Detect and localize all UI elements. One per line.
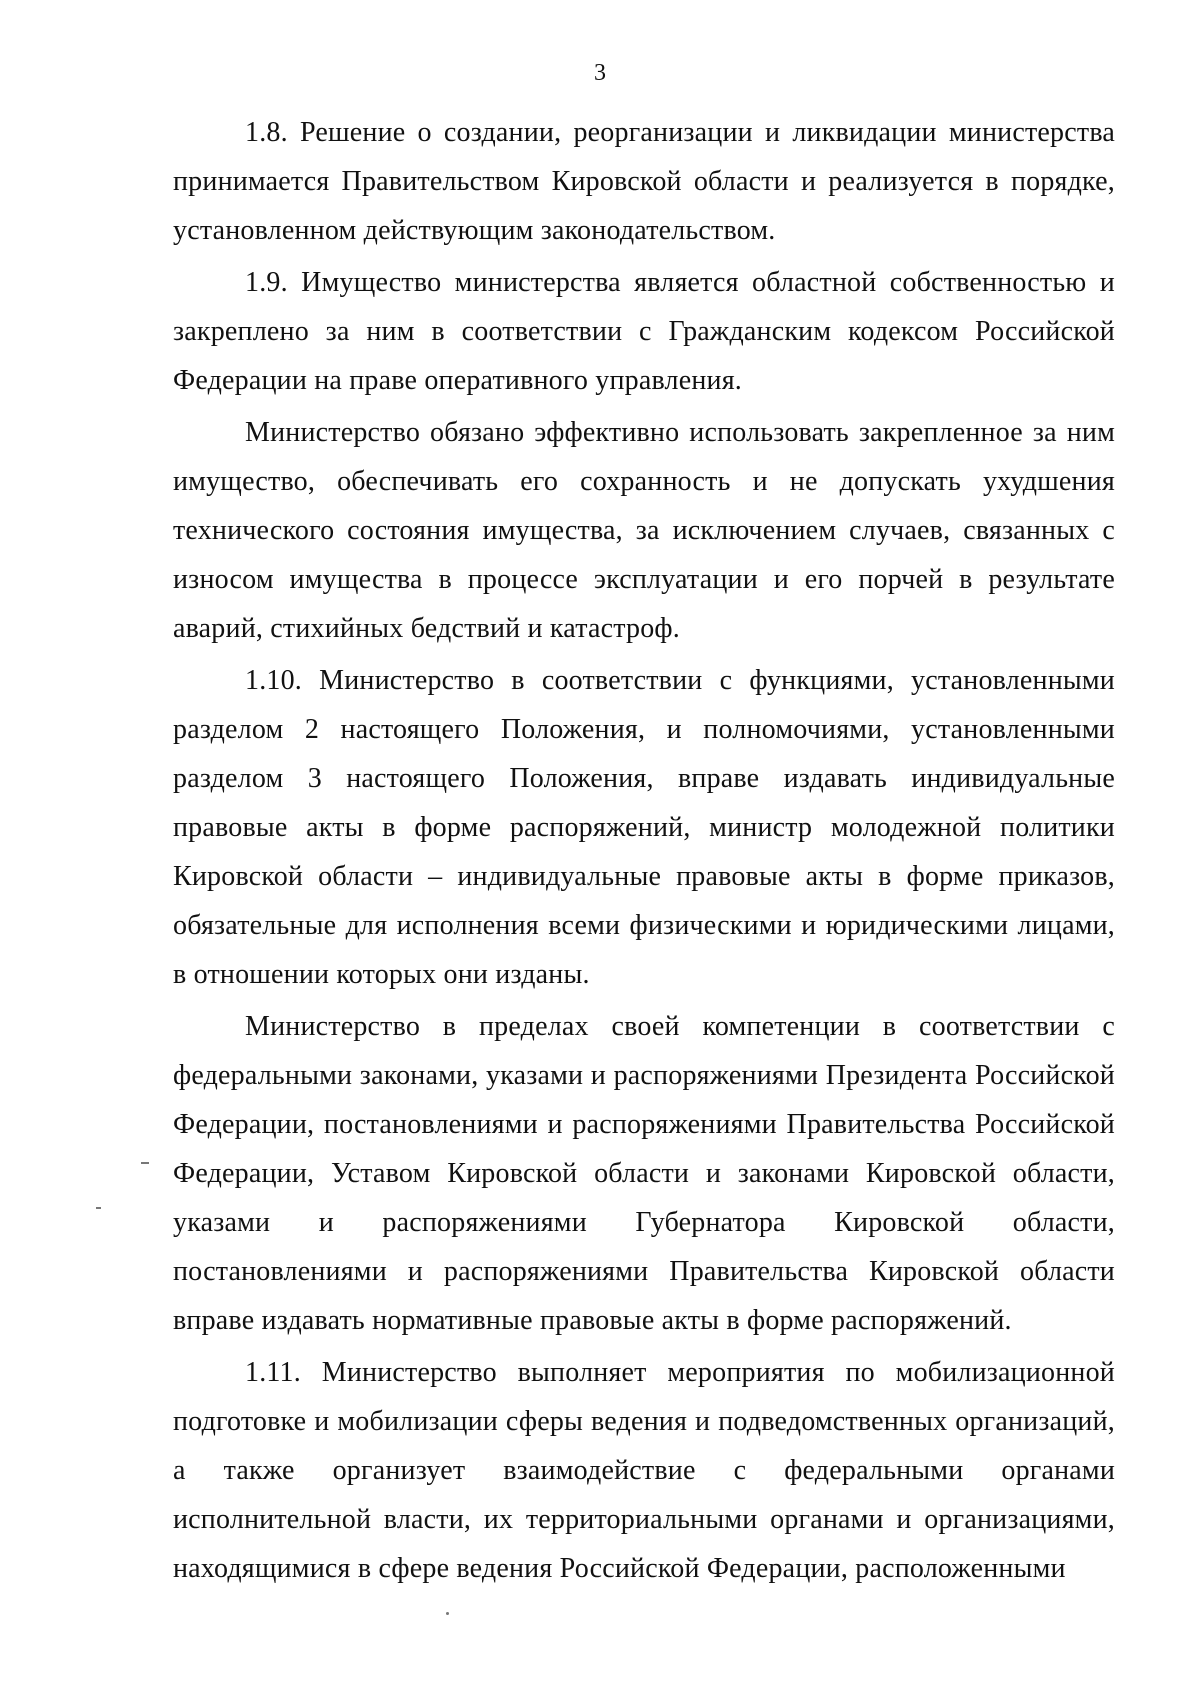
scan-artifact-mark — [96, 1207, 101, 1209]
paragraph-1-9: 1.9. Имущество министерства является областной собственностью и закреплено за ним в соответствии с Гражданским кодексом Российской Федерации на праве оперативного управления. — [173, 267, 1115, 396]
scan-artifact-mark — [446, 1612, 449, 1615]
paragraph-1-10: 1.10. Министерство в соответствии с функциями, установленными разделом 2 настоящего Положения, и полномочиями, установленными разделом 3 настоящего Положения, вправе издавать индивидуальные правовые акты в форме распоряжений, министр молодежной политики Кировской области – индивидуальные правовые акты в форме приказов, обязательные для исполнения всеми физическими и юридическими лицами, в отношении которых они изданы. — [173, 665, 1115, 990]
page-number: 3 — [594, 60, 606, 86]
document-body — [173, 108, 1115, 1596]
paragraph-property-obligations: Министерство обязано эффективно использовать закрепленное за ним имущество, обеспечивать его сохранность и не допускать ухудшения технического состояния имущества, за исключением случаев, связанных с износом имущества в процессе эксплуатации и его порчей в результате аварий, стихийных бедствий и катастроф. — [173, 417, 1115, 644]
paragraph-normative-acts: Министерство в пределах своей компетенции в соответствии с федеральными законами, указами и распоряжениями Президента Российской Федерации, постановлениями и распоряжениями Правительства Российской Федерации, Уставом Кировской области и законами Кировской области, указами и распоряжениями Губернатора Кировской области, постановлениями и распоряжениями Правительства Кировской области вправе издавать нормативные правовые акты в форме распоряжений. — [173, 1011, 1115, 1336]
scan-artifact-mark — [141, 1162, 149, 1164]
paragraph-1-8: 1.8. Решение о создании, реорганизации и ликвидации министерства принимается Правительством Кировской области и реализуется в порядке, установленном действующим законодательством. — [173, 117, 1115, 246]
paragraph-1-11: 1.11. Министерство выполняет мероприятия по мобилизационной подготовке и мобилизации сферы ведения и подведомственных организаций, а также организует взаимодействие с федеральными органами исполнительной власти, их территориальными органами и организациями, находящимися в сфере ведения Российской Федерации, расположенными — [173, 1357, 1115, 1584]
